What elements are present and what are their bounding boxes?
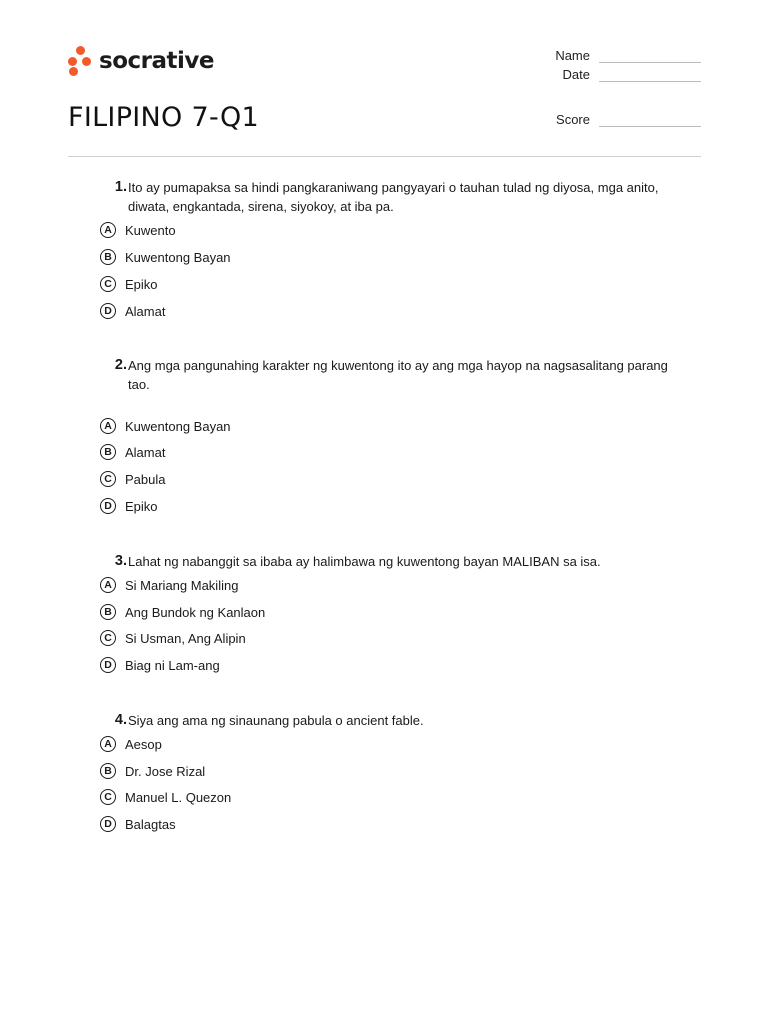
option-a[interactable] <box>100 734 162 754</box>
option-b[interactable] <box>100 761 205 781</box>
option-text: Biag ni Lam-ang <box>125 657 220 673</box>
option-d[interactable] <box>100 301 165 321</box>
option-text: Epiko <box>125 498 158 514</box>
option-text: Alamat <box>125 303 166 319</box>
option-bubble[interactable]: D <box>100 303 116 319</box>
brand-name: socrative <box>99 48 214 74</box>
option-a[interactable] <box>100 416 231 436</box>
score-line <box>599 116 701 127</box>
option-bubble[interactable]: A <box>100 222 116 238</box>
option-b[interactable] <box>100 247 231 267</box>
page-title: FILIPINO 7-Q1 <box>68 102 260 133</box>
question-3 <box>100 552 688 673</box>
question-text: Siya ang ama ng sinaunang pabula o ancient fable. <box>128 713 424 728</box>
question-text: Lahat ng nabanggit sa ibaba ay halimbawa ng kuwentong bayan MALIBAN sa isa. <box>128 554 601 569</box>
option-b[interactable] <box>100 602 265 622</box>
option-bubble[interactable]: B <box>100 444 116 460</box>
option-bubble[interactable]: C <box>100 276 116 292</box>
question-text: Ang mga pangunahing karakter ng kuwentong ito ay ang mga hayop na nagsasalitang parang tao. <box>128 358 668 392</box>
header-divider <box>68 156 701 157</box>
option-d[interactable] <box>100 655 220 675</box>
score-label: Score <box>556 112 590 127</box>
option-c[interactable] <box>100 274 158 294</box>
date-line <box>599 71 701 82</box>
option-text: Kuwento <box>125 222 176 238</box>
option-c[interactable] <box>100 787 231 807</box>
option-bubble[interactable]: A <box>100 418 116 434</box>
option-text: Si Usman, Ang Alipin <box>125 630 246 646</box>
score-field <box>550 112 701 127</box>
name-field <box>550 48 701 63</box>
option-bubble[interactable]: B <box>100 249 116 265</box>
option-text: Manuel L. Quezon <box>125 789 232 805</box>
option-text: Aesop <box>125 736 162 752</box>
question-1 <box>100 178 688 319</box>
option-bubble[interactable]: C <box>100 630 116 646</box>
option-text: Alamat <box>125 444 166 460</box>
option-bubble[interactable]: B <box>100 763 116 779</box>
option-text: Kuwentong Bayan <box>125 418 231 434</box>
option-text: Dr. Jose Rizal <box>125 763 206 779</box>
option-text: Kuwentong Bayan <box>125 249 231 265</box>
question-4 <box>100 711 688 832</box>
question-2 <box>100 356 688 514</box>
option-c[interactable] <box>100 469 165 489</box>
option-bubble[interactable]: C <box>100 471 116 487</box>
option-d[interactable] <box>100 496 158 516</box>
name-line <box>599 52 701 63</box>
name-label: Name <box>555 48 590 63</box>
option-d[interactable] <box>100 814 176 834</box>
option-a[interactable] <box>100 575 238 595</box>
option-bubble[interactable]: A <box>100 577 116 593</box>
option-bubble[interactable]: D <box>100 498 116 514</box>
option-bubble[interactable]: D <box>100 657 116 673</box>
option-a[interactable] <box>100 220 176 240</box>
option-b[interactable] <box>100 442 165 462</box>
option-text: Balagtas <box>125 816 176 832</box>
option-bubble[interactable]: A <box>100 736 116 752</box>
question-number: 3. <box>114 553 127 569</box>
question-number: 1. <box>114 179 127 195</box>
option-c[interactable] <box>100 628 246 648</box>
question-text: Ito ay pumapaksa sa hindi pangkaraniwang pangyayari o tauhan tulad ng diyosa, mga anito, diwata, engkantada, sirena, siyokoy, at iba pa. <box>128 180 659 214</box>
option-bubble[interactable]: B <box>100 604 116 620</box>
date-field <box>550 67 701 82</box>
question-number: 4. <box>114 712 127 728</box>
option-text: Si Mariang Makiling <box>125 577 239 593</box>
socrative-logo-icon <box>68 45 92 77</box>
option-bubble[interactable]: D <box>100 816 116 832</box>
date-label: Date <box>562 67 590 82</box>
option-bubble[interactable]: C <box>100 789 116 805</box>
option-text: Ang Bundok ng Kanlaon <box>125 604 266 620</box>
question-number: 2. <box>114 357 127 373</box>
socrative-logo <box>68 45 214 77</box>
option-text: Epiko <box>125 276 158 292</box>
option-text: Pabula <box>125 471 166 487</box>
